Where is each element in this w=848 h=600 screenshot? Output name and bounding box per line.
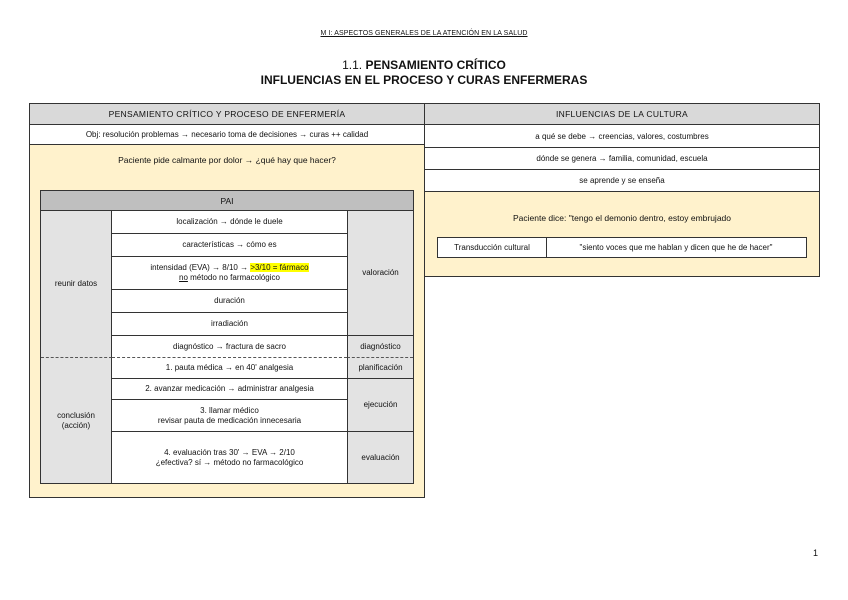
- objective-row: Obj: resolución problemas → necesario toma de decisiones → curas ++ calidad: [30, 125, 424, 145]
- group-reunir-datos: reunir datos: [41, 211, 112, 358]
- culture-row-aprende: se aprende y se enseña: [425, 170, 819, 192]
- page-subtitle: INFLUENCIAS EN EL PROCESO Y CURAS ENFERMERAS: [260, 73, 588, 87]
- culture-panel: [424, 103, 820, 277]
- patient-case: Paciente pide calmante por dolor → ¿qué hay que hacer?: [118, 155, 336, 165]
- culture-heading: INFLUENCIAS DE LA CULTURA: [425, 104, 819, 125]
- critical-thinking-panel: [29, 103, 425, 498]
- llamar-medico-line1: 3. llamar médico: [200, 405, 259, 415]
- item-llamar-medico: [112, 400, 347, 432]
- culture-row-creencias: a qué se debe → creencias, valores, costumbres: [425, 125, 819, 148]
- intensidad-text: intensidad (EVA) → 8/10 →: [150, 263, 251, 272]
- case-area: [30, 145, 424, 497]
- item-intensidad: [112, 257, 347, 290]
- stage-valoracion: valoración: [347, 211, 413, 336]
- group-conclusion: conclusión (acción): [41, 358, 112, 483]
- item-pauta-medica: 1. pauta médica → en 40' analgesia: [112, 358, 347, 379]
- llamar-medico-line2: revisar pauta de medicación innecesaria: [157, 415, 302, 425]
- item-duracion: duración: [112, 290, 347, 313]
- culture-row-familia: dónde se genera → familia, comunidad, escuela: [425, 148, 819, 170]
- title-number: 1.1.: [342, 58, 363, 72]
- intensidad-line1: [150, 263, 308, 273]
- evaluacion-line2: ¿efectiva? sí → método no farmacológico: [155, 457, 304, 467]
- evaluacion-line1: 4. evaluación tras 30' → EVA → 2/10: [164, 447, 295, 457]
- transduccion-label: Transducción cultural: [438, 238, 547, 257]
- page-number: 1: [812, 548, 818, 558]
- stage-evaluacion: evaluación: [347, 432, 413, 483]
- pai-table: [40, 190, 414, 484]
- stage-diagnostico: diagnóstico: [347, 336, 413, 358]
- page-title: [0, 58, 848, 72]
- item-avanzar-medicacion: 2. avanzar medicación → administrar analgesia: [112, 379, 347, 400]
- module-title: M I: ASPECTOS GENERALES DE LA ATENCIÓN EN LA SALUD: [320, 30, 528, 37]
- intensidad-highlight: >3/10 = fármaco: [250, 263, 309, 272]
- patient-says: Paciente dice: "tengo el demonio dentro, estoy embrujado: [512, 213, 732, 223]
- critical-thinking-heading: PENSAMIENTO CRÍTICO Y PROCESO DE ENFERMERÍA: [30, 104, 424, 125]
- item-caracteristicas: características → cómo es: [112, 234, 347, 257]
- intensidad-line2: [179, 273, 280, 283]
- intensidad-no: no: [179, 273, 188, 282]
- culture-case-area: [425, 192, 819, 276]
- stage-planificacion: planificación: [347, 358, 413, 379]
- pai-heading: PAI: [41, 191, 413, 211]
- item-evaluacion: [112, 432, 347, 483]
- item-diagnostico: diagnóstico → fractura de sacro: [112, 336, 347, 358]
- stage-ejecucion: ejecución: [347, 379, 413, 432]
- item-irradiacion: irradiación: [112, 313, 347, 336]
- item-localizacion: localización → dónde le duele: [112, 211, 347, 234]
- title-main: PENSAMIENTO CRÍTICO: [365, 58, 506, 72]
- transduccion-table: [437, 237, 807, 258]
- transduccion-quote: "siento voces que me hablan y dicen que he de hacer": [579, 243, 773, 252]
- intensidad-metodo: método no farmacológico: [187, 273, 280, 282]
